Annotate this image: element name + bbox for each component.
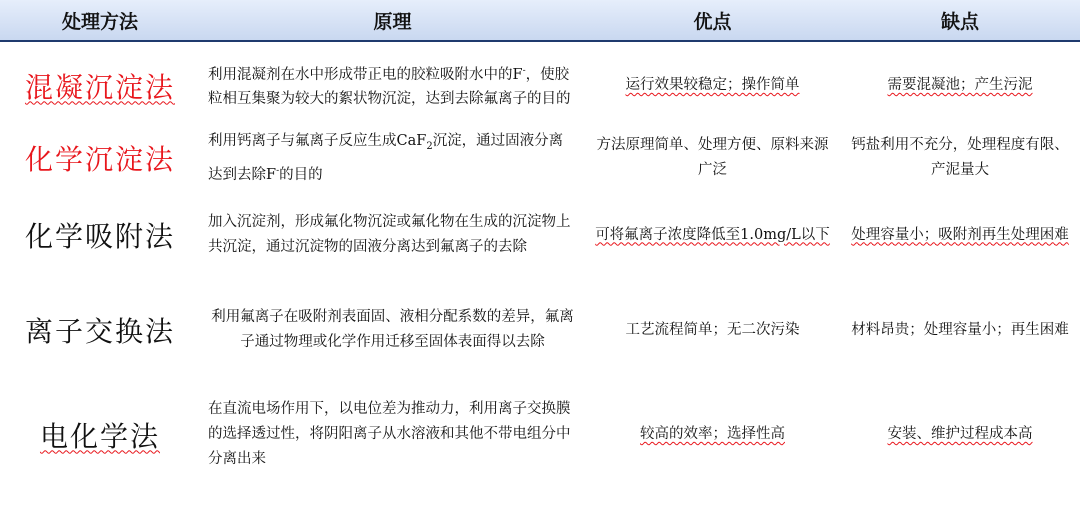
principle-text: 利用氟离子在吸附剂表面固、液相分配系数的差异，氟离子通过物理或化学作用迁移至固体表面得以去除	[211, 309, 574, 351]
header-advantage: 优点	[585, 0, 840, 41]
disadvantage-cell	[840, 378, 1080, 492]
principle-text: 在直流电场作用下，以电位差为推动力，利用离子交换膜的选择透过性，将阴阳离子从水溶液和其他不带电组分中分离出来	[208, 401, 571, 468]
principle-text-cont: ，使胶粒相互集聚为较大的絮状物沉淀，达到去除氟离子的目的	[208, 66, 571, 108]
disadvantage-cell	[840, 129, 1080, 188]
table-row	[0, 129, 1080, 188]
principle-cell	[200, 188, 585, 283]
disadvantage-cell	[840, 41, 1080, 129]
advantage-text: 较高的效率；选择性高	[640, 426, 785, 443]
principle-cell	[200, 283, 585, 378]
principle-superscript: -	[276, 165, 280, 176]
table-row	[0, 378, 1080, 492]
disadvantage-cell	[840, 283, 1080, 378]
table-header-row	[0, 0, 1080, 41]
principle-cell	[200, 41, 585, 129]
method-cell	[0, 378, 200, 492]
principle-superscript: -	[522, 65, 526, 76]
disadvantage-text: 处理容量小；吸附剂再生处理困难	[851, 226, 1069, 243]
advantage-cell	[585, 283, 840, 378]
method-name: 混凝沉淀法	[24, 70, 175, 104]
disadvantage-text: 钙盐利用不充分，处理程度有限、产泥量大	[851, 137, 1069, 179]
header-principle: 原理	[200, 0, 585, 41]
principle-cell	[200, 129, 585, 188]
advantage-text: 运行效果较稳定；操作简单	[625, 77, 800, 93]
advantage-text: 工艺流程简单；无二次污染	[625, 321, 800, 338]
table-row	[0, 188, 1080, 283]
method-name: 电化学法	[39, 419, 160, 453]
advantage-cell	[585, 188, 840, 283]
principle-text: 利用钙离子与氟离子反应生成CaF	[208, 133, 427, 149]
advantage-cell	[585, 41, 840, 129]
method-cell	[0, 188, 200, 283]
disadvantage-cell	[840, 188, 1080, 283]
header-method: 处理方法	[0, 0, 200, 41]
method-name: 化学沉淀法	[24, 143, 175, 177]
method-cell	[0, 283, 200, 378]
disadvantage-text: 安装、维护过程成本高	[887, 426, 1033, 443]
advantage-cell	[585, 129, 840, 188]
method-name: 化学吸附法	[24, 220, 175, 254]
table-row	[0, 41, 1080, 129]
header-disadvantage: 缺点	[840, 0, 1080, 41]
method-cell	[0, 41, 200, 129]
disadvantage-text: 需要混凝池；产生污泥	[887, 77, 1033, 93]
method-cell	[0, 129, 200, 188]
method-name: 离子交换法	[24, 315, 175, 349]
table-row	[0, 283, 1080, 378]
principle-text: 利用混凝剂在水中形成带正电的胶粒吸附水中的F	[208, 66, 523, 83]
disadvantage-text: 材料昂贵；处理容量小；再生困难	[851, 321, 1069, 338]
principle-text-cont: 沉淀，通过固液分离达到去除F	[208, 133, 564, 183]
principle-subscript: 2	[426, 140, 433, 152]
principle-text: 加入沉淀剂，形成氟化物沉淀或氟化物在生成的沉淀物上共沉淀，通过沉淀物的固液分离达到氟离子的去除	[208, 214, 571, 256]
principle-cell	[200, 378, 585, 492]
advantage-text: 可将氟离子浓度降低至1.0mg/L以下	[595, 226, 830, 243]
advantage-text: 方法原理简单、处理方便、原料来源广泛	[596, 137, 829, 179]
advantage-cell	[585, 378, 840, 492]
principle-text-end: 的目的	[279, 166, 323, 183]
